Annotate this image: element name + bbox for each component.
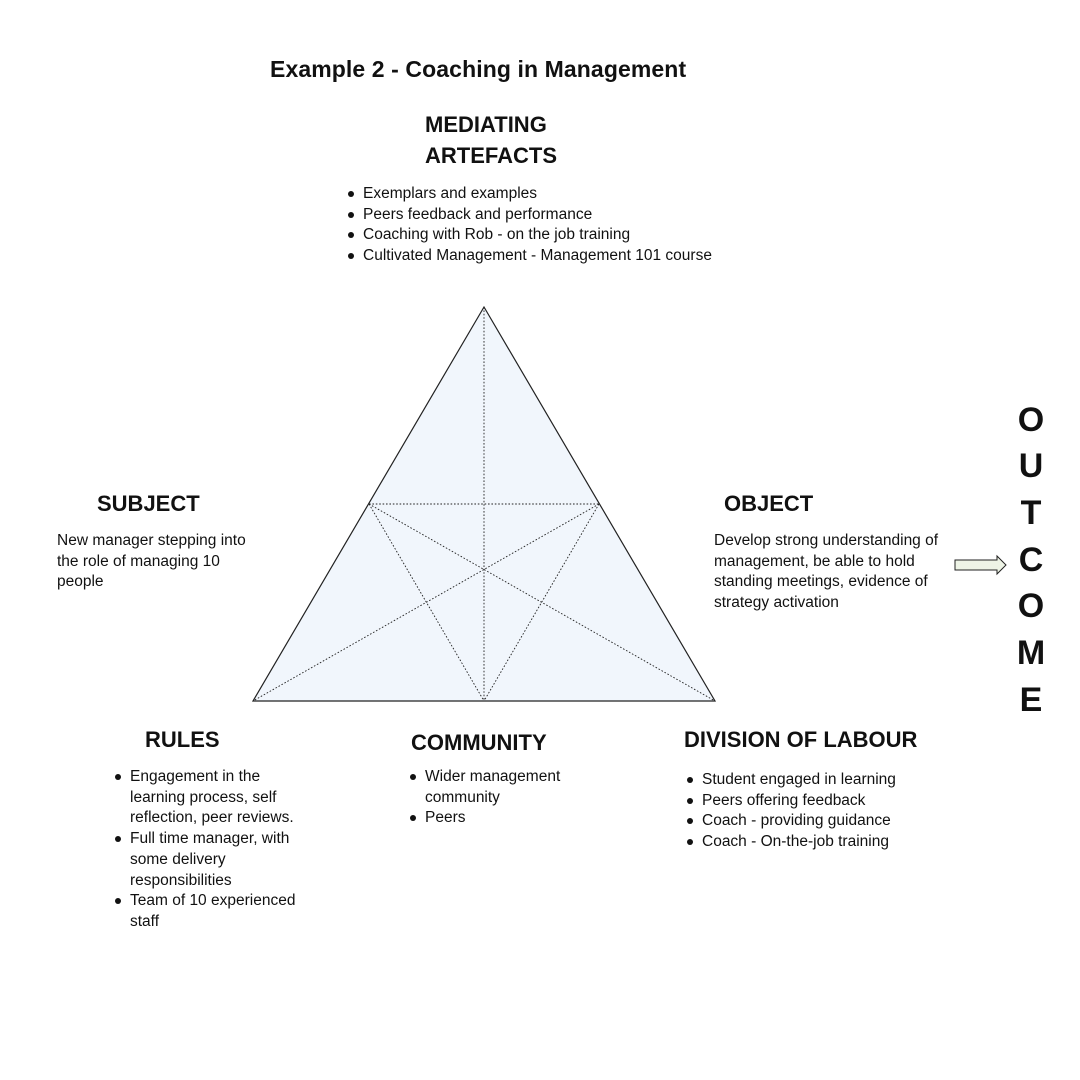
object-text: Develop strong understanding of management, be able to hold standing meetings, evidence of strategy activation [714,532,939,612]
division-of-labour-list [686,770,946,853]
page-title: Example 2 - Coaching in Management [270,56,687,82]
subject-text: New manager stepping into the role of managing 10 people [57,532,246,591]
outcome-letter: O [1017,587,1045,625]
outcome-letter: E [1019,681,1043,719]
list-item: Cultivated Management - Management 101 course [347,246,767,267]
list-item: Student engaged in learning [686,770,946,791]
outcome-letter: C [1018,541,1044,579]
outcome-letter: U [1018,447,1044,485]
subject-heading: SUBJECT [97,491,200,516]
list-item: Peers feedback and performance [347,205,767,226]
mediating-artefacts-heading-line2: ARTEFACTS [425,143,557,168]
list-item: Coach - providing guidance [686,811,946,832]
outcome-letter: T [1020,494,1042,532]
outcome-letter: M [1016,634,1046,672]
mediating-artefacts-list [347,184,767,267]
rules-list [114,767,314,933]
division-of-labour-heading: DIVISION OF LABOUR [684,727,918,752]
outcome-letter: O [1017,401,1045,439]
list-item: Wider management community [409,767,584,808]
list-item: Coaching with Rob - on the job training [347,225,767,246]
rules-heading: RULES [145,727,220,752]
right-arrow-icon [955,556,1006,574]
list-item: Full time manager, with some delivery responsibilities [114,829,314,891]
list-item: Engagement in the learning process, self reflection, peer reviews. [114,767,314,829]
community-heading: COMMUNITY [411,730,547,755]
object-heading: OBJECT [724,491,814,516]
list-item: Team of 10 experienced staff [114,891,314,932]
mediating-artefacts-heading [425,109,557,171]
community-list [409,767,584,829]
list-item: Exemplars and examples [347,184,767,205]
list-item: Coach - On-the-job training [686,832,946,853]
mediating-artefacts-heading-line1: MEDIATING [425,112,547,137]
list-item: Peers [409,808,584,829]
list-item: Peers offering feedback [686,791,946,812]
